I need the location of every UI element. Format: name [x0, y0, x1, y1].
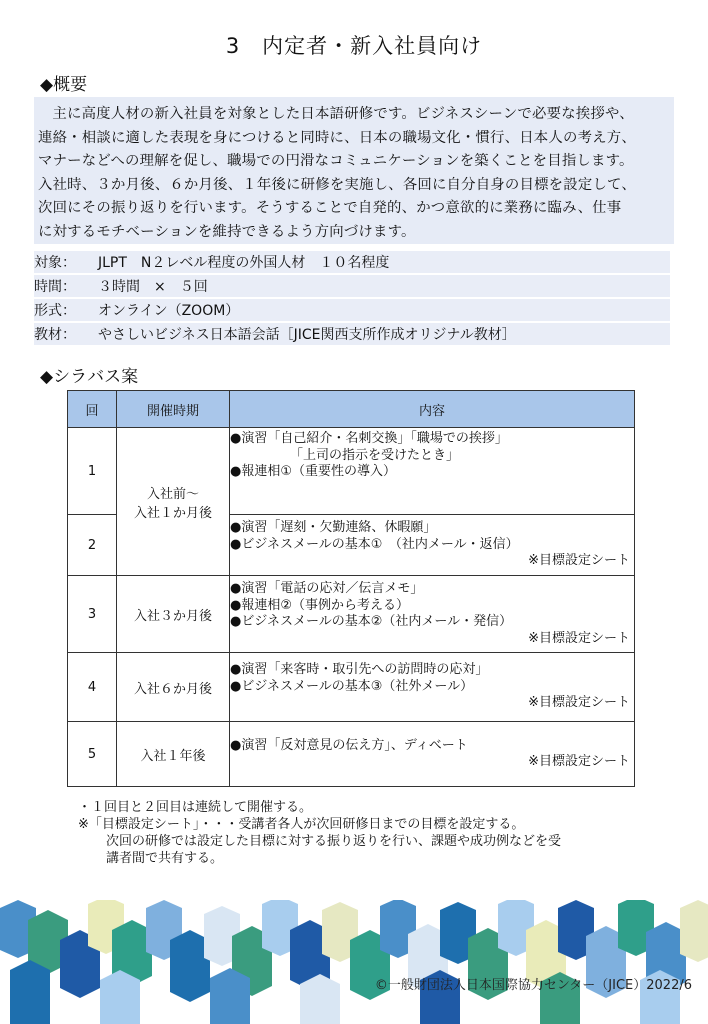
content-line: ●演習「自己紹介・名刺交換」「職場での挨拶」	[230, 431, 508, 446]
info-value: オンライン（ZOOM）	[98, 303, 240, 319]
info-value: やさしいビジネス日本語会話［JICE関西支所作成オリジナル教材］	[98, 327, 516, 343]
overview-text: 主に高度人材の新入社員を対象とした日本語研修です。ビジネスシーンで必要な挨拶や、 連絡・相談に適した表現を身につけると同時に、日本の職場文化・慣行、日本人の考え方、 マナーなどへの理解を促し、職場での円滑なコミュニケーションを築くことを目指します。 入社時、３か月後、６か月後、１年後に研修を実施し、各回に自分自身の目標を設定して、 次回にその振り返りを行います。そうすることで自発的、かつ意欲的に業務に臨み、仕事 に対するモチベーションを維持できるよう方向づけます。	[38, 106, 636, 240]
info-row-material	[34, 323, 670, 345]
session-period: 入社６か月後	[117, 653, 230, 722]
syllabus-heading: ◆シラバス案	[40, 367, 139, 387]
note-line: ・１回目と２回目は連続して開催する。	[78, 800, 313, 815]
session-content	[230, 515, 635, 576]
content-line: ●ビジネスメールの基本① （社内メール・返信）	[230, 536, 519, 552]
table-row	[68, 722, 635, 787]
session-content	[230, 428, 635, 515]
decorative-hexagon-pattern	[0, 900, 708, 1024]
session-num: 4	[68, 653, 117, 722]
session-content	[230, 722, 635, 787]
session-period: 入社３か月後	[117, 576, 230, 653]
session-num: 5	[68, 722, 117, 787]
content-line: ●演習「電話の応対／伝言メモ」	[230, 581, 424, 596]
info-key: 時間：	[34, 279, 76, 295]
note-line: ※「目標設定シート」・・・受講者各人が次回研修日までの目標を設定する。	[78, 817, 525, 832]
info-key: 教材：	[34, 327, 76, 343]
header-content: 内容	[230, 391, 635, 428]
content-line: ●ビジネスメールの基本②（社内メール・発信）	[230, 614, 513, 629]
session-period: 入社前～ 入社１か月後	[117, 428, 230, 576]
overview-box	[34, 97, 674, 244]
session-num: 3	[68, 576, 117, 653]
content-note: ※目標設定シート	[528, 754, 630, 769]
overview-heading: ◆概要	[40, 75, 88, 95]
content-line: ●報連相①（重要性の導入）	[230, 464, 396, 479]
session-num: 2	[68, 515, 117, 576]
content-line: ●報連相②（事例から考える）	[230, 597, 409, 613]
content-note: ※目標設定シート	[528, 553, 630, 569]
info-row-time	[34, 275, 670, 297]
note-line: 講者間で共有する。	[106, 851, 224, 866]
info-row-format	[34, 299, 670, 321]
session-content	[230, 576, 635, 653]
session-content	[230, 653, 635, 722]
content-line: ●ビジネスメールの基本③（社外メール）	[230, 678, 474, 694]
session-num: 1	[68, 428, 117, 515]
content-line: 「上司の指示を受けたとき」	[290, 447, 460, 463]
table-row	[68, 428, 635, 515]
content-line: ●演習「反対意見の伝え方」、ディベート	[230, 737, 468, 753]
info-row-target	[34, 251, 670, 273]
header-num: 回	[68, 391, 117, 428]
syllabus-table	[67, 390, 635, 787]
table-header-row	[68, 391, 635, 428]
info-list	[34, 251, 670, 347]
copyright-text: ©一般財団法人日本国際協力センター（JICE）2022/6	[374, 978, 692, 993]
content-note: ※目標設定シート	[528, 630, 630, 646]
info-value: ３時間 × ５回	[98, 279, 208, 295]
notes	[78, 799, 638, 867]
header-period: 開催時期	[117, 391, 230, 428]
content-line: ●演習「遅刻・欠勤連絡、休暇願」	[230, 520, 437, 536]
info-key: 形式：	[34, 303, 76, 319]
table-row	[68, 653, 635, 722]
info-value: JLPT N２レベル程度の外国人材 １０名程度	[98, 255, 390, 271]
page-title: 3 内定者・新入社員向け	[225, 34, 483, 58]
content-line: ●演習「来客時・取引先への訪問時の応対」	[230, 662, 489, 678]
note-line: 次回の研修では設定した目標に対する振り返りを行い、課題や成功例などを受	[106, 834, 562, 849]
content-note: ※目標設定シート	[528, 695, 630, 711]
info-key: 対象：	[34, 255, 76, 271]
session-period: 入社１年後	[117, 722, 230, 787]
table-row	[68, 576, 635, 653]
